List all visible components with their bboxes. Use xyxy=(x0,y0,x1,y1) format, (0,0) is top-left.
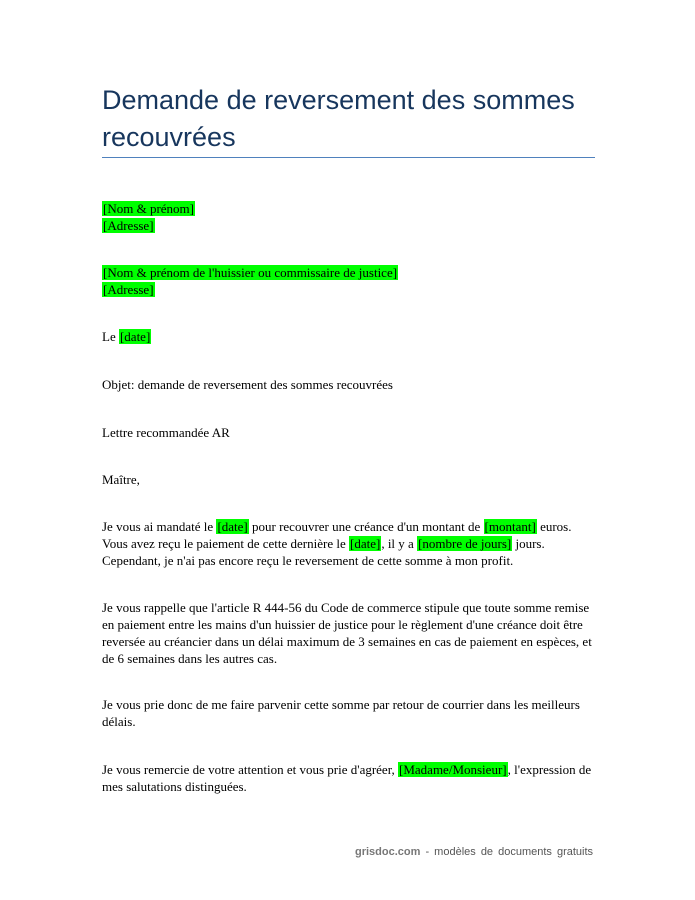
sender-block xyxy=(102,200,195,234)
paragraph-1-text-b: pour recouvrer une créance d'un montant de xyxy=(248,519,484,534)
paragraph-3: Je vous prie donc de me faire parvenir cette somme par retour de courrier dans les meilleurs délais. xyxy=(102,697,580,729)
paragraph-1-text-a: Je vous ai mandaté le xyxy=(102,519,217,534)
civility-placeholder: [Madame/Monsieur] xyxy=(399,762,507,777)
footer-tagline: - modèles de documents gratuits xyxy=(420,846,594,858)
recipient-name: [Nom & prénom de l'huissier ou commissaire de justice] xyxy=(103,265,398,280)
paragraph-1 xyxy=(102,518,594,569)
delivery-method: Lettre recommandée AR xyxy=(102,425,230,440)
recipient-address: [Adresse] xyxy=(103,282,154,297)
paragraph-1-text-c: euros. Vous avez reçu le paiement de cette dernière le xyxy=(102,519,572,551)
page-footer xyxy=(355,846,593,858)
paragraph-1-text-d: , il y a xyxy=(381,536,418,551)
paragraph-4 xyxy=(102,761,594,795)
paragraph-2: Je vous rappelle que l'article R 444-56 du Code de commerce stipule que toute somme remise en paiement entre les mains d'un huissier de justice pour le règlement d'une créance doit être reversée au créancier dans un délai maximum de 3 semaines en cas de paiement en espèces, et de 6 semaines dans les autres cas. xyxy=(102,600,592,666)
paragraph-1-text-e: jours. Cependant, je n'ai pas encore reçu le reversement de cette somme à mon profit. xyxy=(102,536,545,568)
sender-name: [Nom & prénom] xyxy=(103,201,194,216)
letter-date: [date] xyxy=(119,329,151,344)
paragraph-4-text-b: , l'expression de mes salutations distinguées. xyxy=(102,762,592,794)
subject-line: Objet: demande de reversement des sommes recouvrées xyxy=(102,377,393,392)
recipient-block xyxy=(102,264,398,298)
sender-address: [Adresse] xyxy=(103,218,154,233)
date-line xyxy=(102,328,151,345)
footer-site: grisdoc.com xyxy=(355,846,421,858)
claim-amount: [montant] xyxy=(484,519,536,534)
date-prefix: Le xyxy=(102,329,119,344)
paragraph-4-text-a: Je vous remercie de votre attention et vous prie d'agréer, xyxy=(102,762,399,777)
title-divider xyxy=(102,157,595,158)
mandate-date: [date] xyxy=(217,519,248,534)
days-count: [nombre de jours] xyxy=(418,536,512,551)
payment-date: [date] xyxy=(350,536,381,551)
salutation: Maître, xyxy=(102,472,140,487)
document-title: Demande de reversement des sommes recouvrées xyxy=(102,85,575,152)
